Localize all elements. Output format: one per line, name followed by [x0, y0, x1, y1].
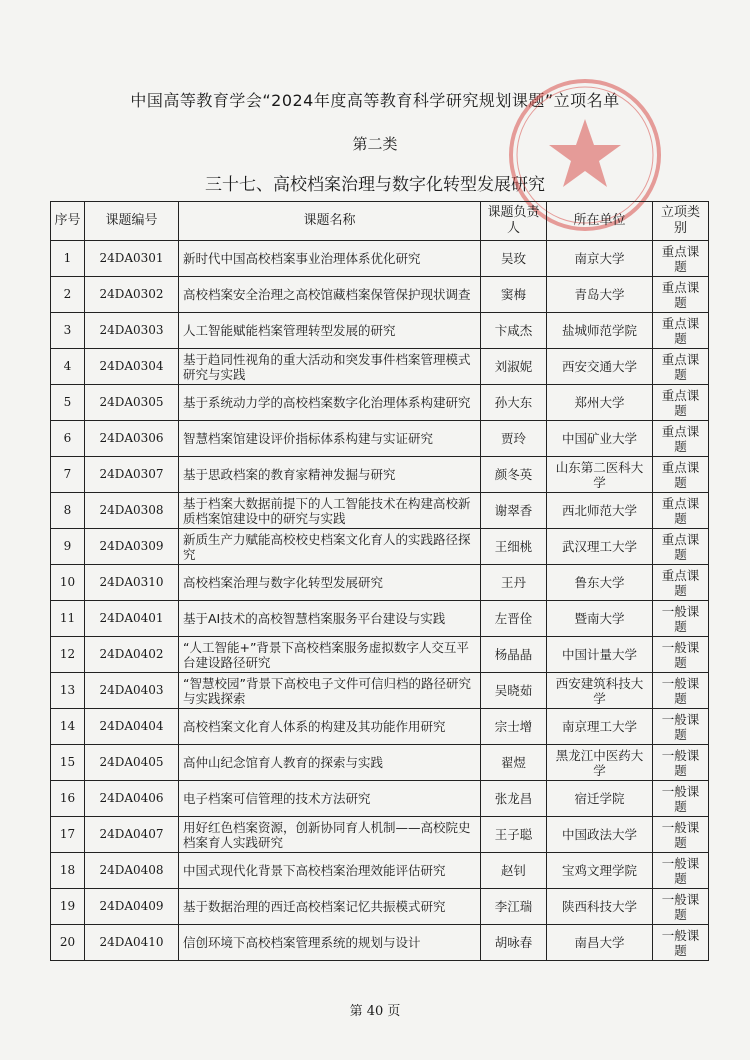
project-leader: 王细桃	[481, 529, 547, 565]
project-unit: 黑龙江中医药大学	[547, 745, 653, 781]
project-leader: 胡咏春	[481, 925, 547, 961]
table-row	[51, 781, 709, 817]
table-row	[51, 889, 709, 925]
row-number: 19	[51, 889, 85, 925]
project-title: 用好红色档案资源，创新协同育人机制——高校院史档案育人实践研究	[179, 817, 481, 853]
project-code: 24DA0404	[85, 709, 179, 745]
project-unit: 山东第二医科大学	[547, 457, 653, 493]
project-title: 高校档案治理与数字化转型发展研究	[179, 565, 481, 601]
project-title: 高校档案安全治理之高校馆藏档案保管保护现状调查	[179, 277, 481, 313]
project-category: 重点课题	[653, 313, 709, 349]
project-category: 重点课题	[653, 529, 709, 565]
project-leader: 卞咸杰	[481, 313, 547, 349]
project-unit: 青岛大学	[547, 277, 653, 313]
project-category: 一般课题	[653, 889, 709, 925]
project-title: 智慧档案馆建设评价指标体系构建与实证研究	[179, 421, 481, 457]
project-leader: 翟煜	[481, 745, 547, 781]
table-row	[51, 925, 709, 961]
project-leader: 左晋佺	[481, 601, 547, 637]
document-title: 中国高等教育学会“2024年度高等教育科学研究规划课题”立项名单	[130, 91, 620, 110]
project-code: 24DA0301	[85, 241, 179, 277]
row-number: 13	[51, 673, 85, 709]
row-number: 15	[51, 745, 85, 781]
row-number: 3	[51, 313, 85, 349]
project-title: 新时代中国高校档案事业治理体系优化研究	[179, 241, 481, 277]
project-leader: 杨晶晶	[481, 637, 547, 673]
project-unit: 南昌大学	[547, 925, 653, 961]
project-code: 24DA0308	[85, 493, 179, 529]
table-row	[51, 457, 709, 493]
project-category: 一般课题	[653, 925, 709, 961]
project-category: 重点课题	[653, 493, 709, 529]
project-code: 24DA0408	[85, 853, 179, 889]
row-number: 9	[51, 529, 85, 565]
project-unit: 西北师范大学	[547, 493, 653, 529]
project-category: 一般课题	[653, 673, 709, 709]
table-row	[51, 241, 709, 277]
project-title: 人工智能赋能档案管理转型发展的研究	[179, 313, 481, 349]
project-unit: 暨南大学	[547, 601, 653, 637]
table-row	[51, 637, 709, 673]
project-code: 24DA0305	[85, 385, 179, 421]
project-unit: 陕西科技大学	[547, 889, 653, 925]
project-table	[50, 201, 709, 961]
section-heading: 三十七、高校档案治理与数字化转型发展研究	[205, 175, 545, 195]
project-category: 重点课题	[653, 565, 709, 601]
project-unit: 南京大学	[547, 241, 653, 277]
table-row	[51, 817, 709, 853]
table-row	[51, 349, 709, 385]
project-leader: 颜冬英	[481, 457, 547, 493]
row-number: 7	[51, 457, 85, 493]
project-category: 一般课题	[653, 637, 709, 673]
table-row	[51, 745, 709, 781]
row-number: 6	[51, 421, 85, 457]
project-leader: 窦梅	[481, 277, 547, 313]
project-leader: 张龙昌	[481, 781, 547, 817]
project-code: 24DA0410	[85, 925, 179, 961]
project-title: 中国式现代化背景下高校档案治理效能评估研究	[179, 853, 481, 889]
project-leader: 谢翠香	[481, 493, 547, 529]
project-leader: 宗士增	[481, 709, 547, 745]
project-leader: 王丹	[481, 565, 547, 601]
table-row	[51, 709, 709, 745]
project-code: 24DA0306	[85, 421, 179, 457]
row-number: 2	[51, 277, 85, 313]
project-code: 24DA0402	[85, 637, 179, 673]
row-number: 12	[51, 637, 85, 673]
document-subtitle: 第二类	[352, 135, 398, 153]
project-leader: 吴玫	[481, 241, 547, 277]
project-unit: 中国矿业大学	[547, 421, 653, 457]
project-title: 基于数据治理的西迁高校档案记忆共振模式研究	[179, 889, 481, 925]
project-category: 一般课题	[653, 601, 709, 637]
project-unit: 西安交通大学	[547, 349, 653, 385]
project-title: “人工智能+”背景下高校档案服务虚拟数字人交互平台建设路径研究	[179, 637, 481, 673]
project-code: 24DA0403	[85, 673, 179, 709]
header-title: 课题名称	[179, 202, 481, 241]
page-number: 第 40 页	[349, 1004, 401, 1019]
row-number: 11	[51, 601, 85, 637]
table-row	[51, 601, 709, 637]
row-number: 4	[51, 349, 85, 385]
table-row	[51, 277, 709, 313]
project-code: 24DA0303	[85, 313, 179, 349]
row-number: 1	[51, 241, 85, 277]
project-category: 一般课题	[653, 745, 709, 781]
table-row	[51, 421, 709, 457]
table-row	[51, 529, 709, 565]
project-unit: 武汉理工大学	[547, 529, 653, 565]
table-row	[51, 493, 709, 529]
table-row	[51, 673, 709, 709]
table-row	[51, 853, 709, 889]
project-category: 一般课题	[653, 817, 709, 853]
project-title: 基于系统动力学的高校档案数字化治理体系构建研究	[179, 385, 481, 421]
row-number: 14	[51, 709, 85, 745]
project-title: 基于AI技术的高校智慧档案服务平台建设与实践	[179, 601, 481, 637]
project-category: 重点课题	[653, 385, 709, 421]
header-no: 序号	[51, 202, 85, 241]
project-code: 24DA0310	[85, 565, 179, 601]
project-title: 信创环境下高校档案管理系统的规划与设计	[179, 925, 481, 961]
project-code: 24DA0302	[85, 277, 179, 313]
project-unit: 郑州大学	[547, 385, 653, 421]
project-code: 24DA0401	[85, 601, 179, 637]
project-title: 新质生产力赋能高校校史档案文化育人的实践路径探究	[179, 529, 481, 565]
project-category: 一般课题	[653, 781, 709, 817]
project-category: 一般课题	[653, 853, 709, 889]
project-leader: 李江瑞	[481, 889, 547, 925]
project-code: 24DA0409	[85, 889, 179, 925]
project-unit: 中国政法大学	[547, 817, 653, 853]
project-code: 24DA0407	[85, 817, 179, 853]
project-unit: 南京理工大学	[547, 709, 653, 745]
project-title: 基于思政档案的教育家精神发掘与研究	[179, 457, 481, 493]
project-category: 重点课题	[653, 421, 709, 457]
header-code: 课题编号	[85, 202, 179, 241]
project-leader: 贾玲	[481, 421, 547, 457]
project-code: 24DA0405	[85, 745, 179, 781]
project-leader: 刘淑妮	[481, 349, 547, 385]
project-unit: 鲁东大学	[547, 565, 653, 601]
project-code: 24DA0307	[85, 457, 179, 493]
project-unit: 宿迁学院	[547, 781, 653, 817]
project-code: 24DA0406	[85, 781, 179, 817]
project-category: 重点课题	[653, 457, 709, 493]
project-leader: 赵钊	[481, 853, 547, 889]
row-number: 8	[51, 493, 85, 529]
project-leader: 吴晓茹	[481, 673, 547, 709]
project-code: 24DA0304	[85, 349, 179, 385]
header-leader: 课题负责人	[481, 202, 547, 241]
project-unit: 西安建筑科技大学	[547, 673, 653, 709]
project-title: 高校档案文化育人体系的构建及其功能作用研究	[179, 709, 481, 745]
project-title: “智慧校园”背景下高校电子文件可信归档的路径研究与实践探索	[179, 673, 481, 709]
project-category: 一般课题	[653, 709, 709, 745]
project-category: 重点课题	[653, 277, 709, 313]
row-number: 10	[51, 565, 85, 601]
table-row	[51, 565, 709, 601]
project-unit: 盐城师范学院	[547, 313, 653, 349]
table-header-row	[51, 202, 709, 241]
project-title: 电子档案可信管理的技术方法研究	[179, 781, 481, 817]
row-number: 17	[51, 817, 85, 853]
project-leader: 孙大东	[481, 385, 547, 421]
project-code: 24DA0309	[85, 529, 179, 565]
project-unit: 宝鸡文理学院	[547, 853, 653, 889]
project-unit: 中国计量大学	[547, 637, 653, 673]
project-title: 高仲山纪念馆育人教育的探索与实践	[179, 745, 481, 781]
project-leader: 王子聪	[481, 817, 547, 853]
row-number: 20	[51, 925, 85, 961]
header-category: 立项类别	[653, 202, 709, 241]
table-row	[51, 385, 709, 421]
row-number: 5	[51, 385, 85, 421]
row-number: 18	[51, 853, 85, 889]
header-unit: 所在单位	[547, 202, 653, 241]
project-title: 基于趋同性视角的重大活动和突发事件档案管理模式研究与实践	[179, 349, 481, 385]
project-category: 重点课题	[653, 349, 709, 385]
project-title: 基于档案大数据前提下的人工智能技术在构建高校新质档案馆建设中的研究与实践	[179, 493, 481, 529]
project-category: 重点课题	[653, 241, 709, 277]
row-number: 16	[51, 781, 85, 817]
table-row	[51, 313, 709, 349]
